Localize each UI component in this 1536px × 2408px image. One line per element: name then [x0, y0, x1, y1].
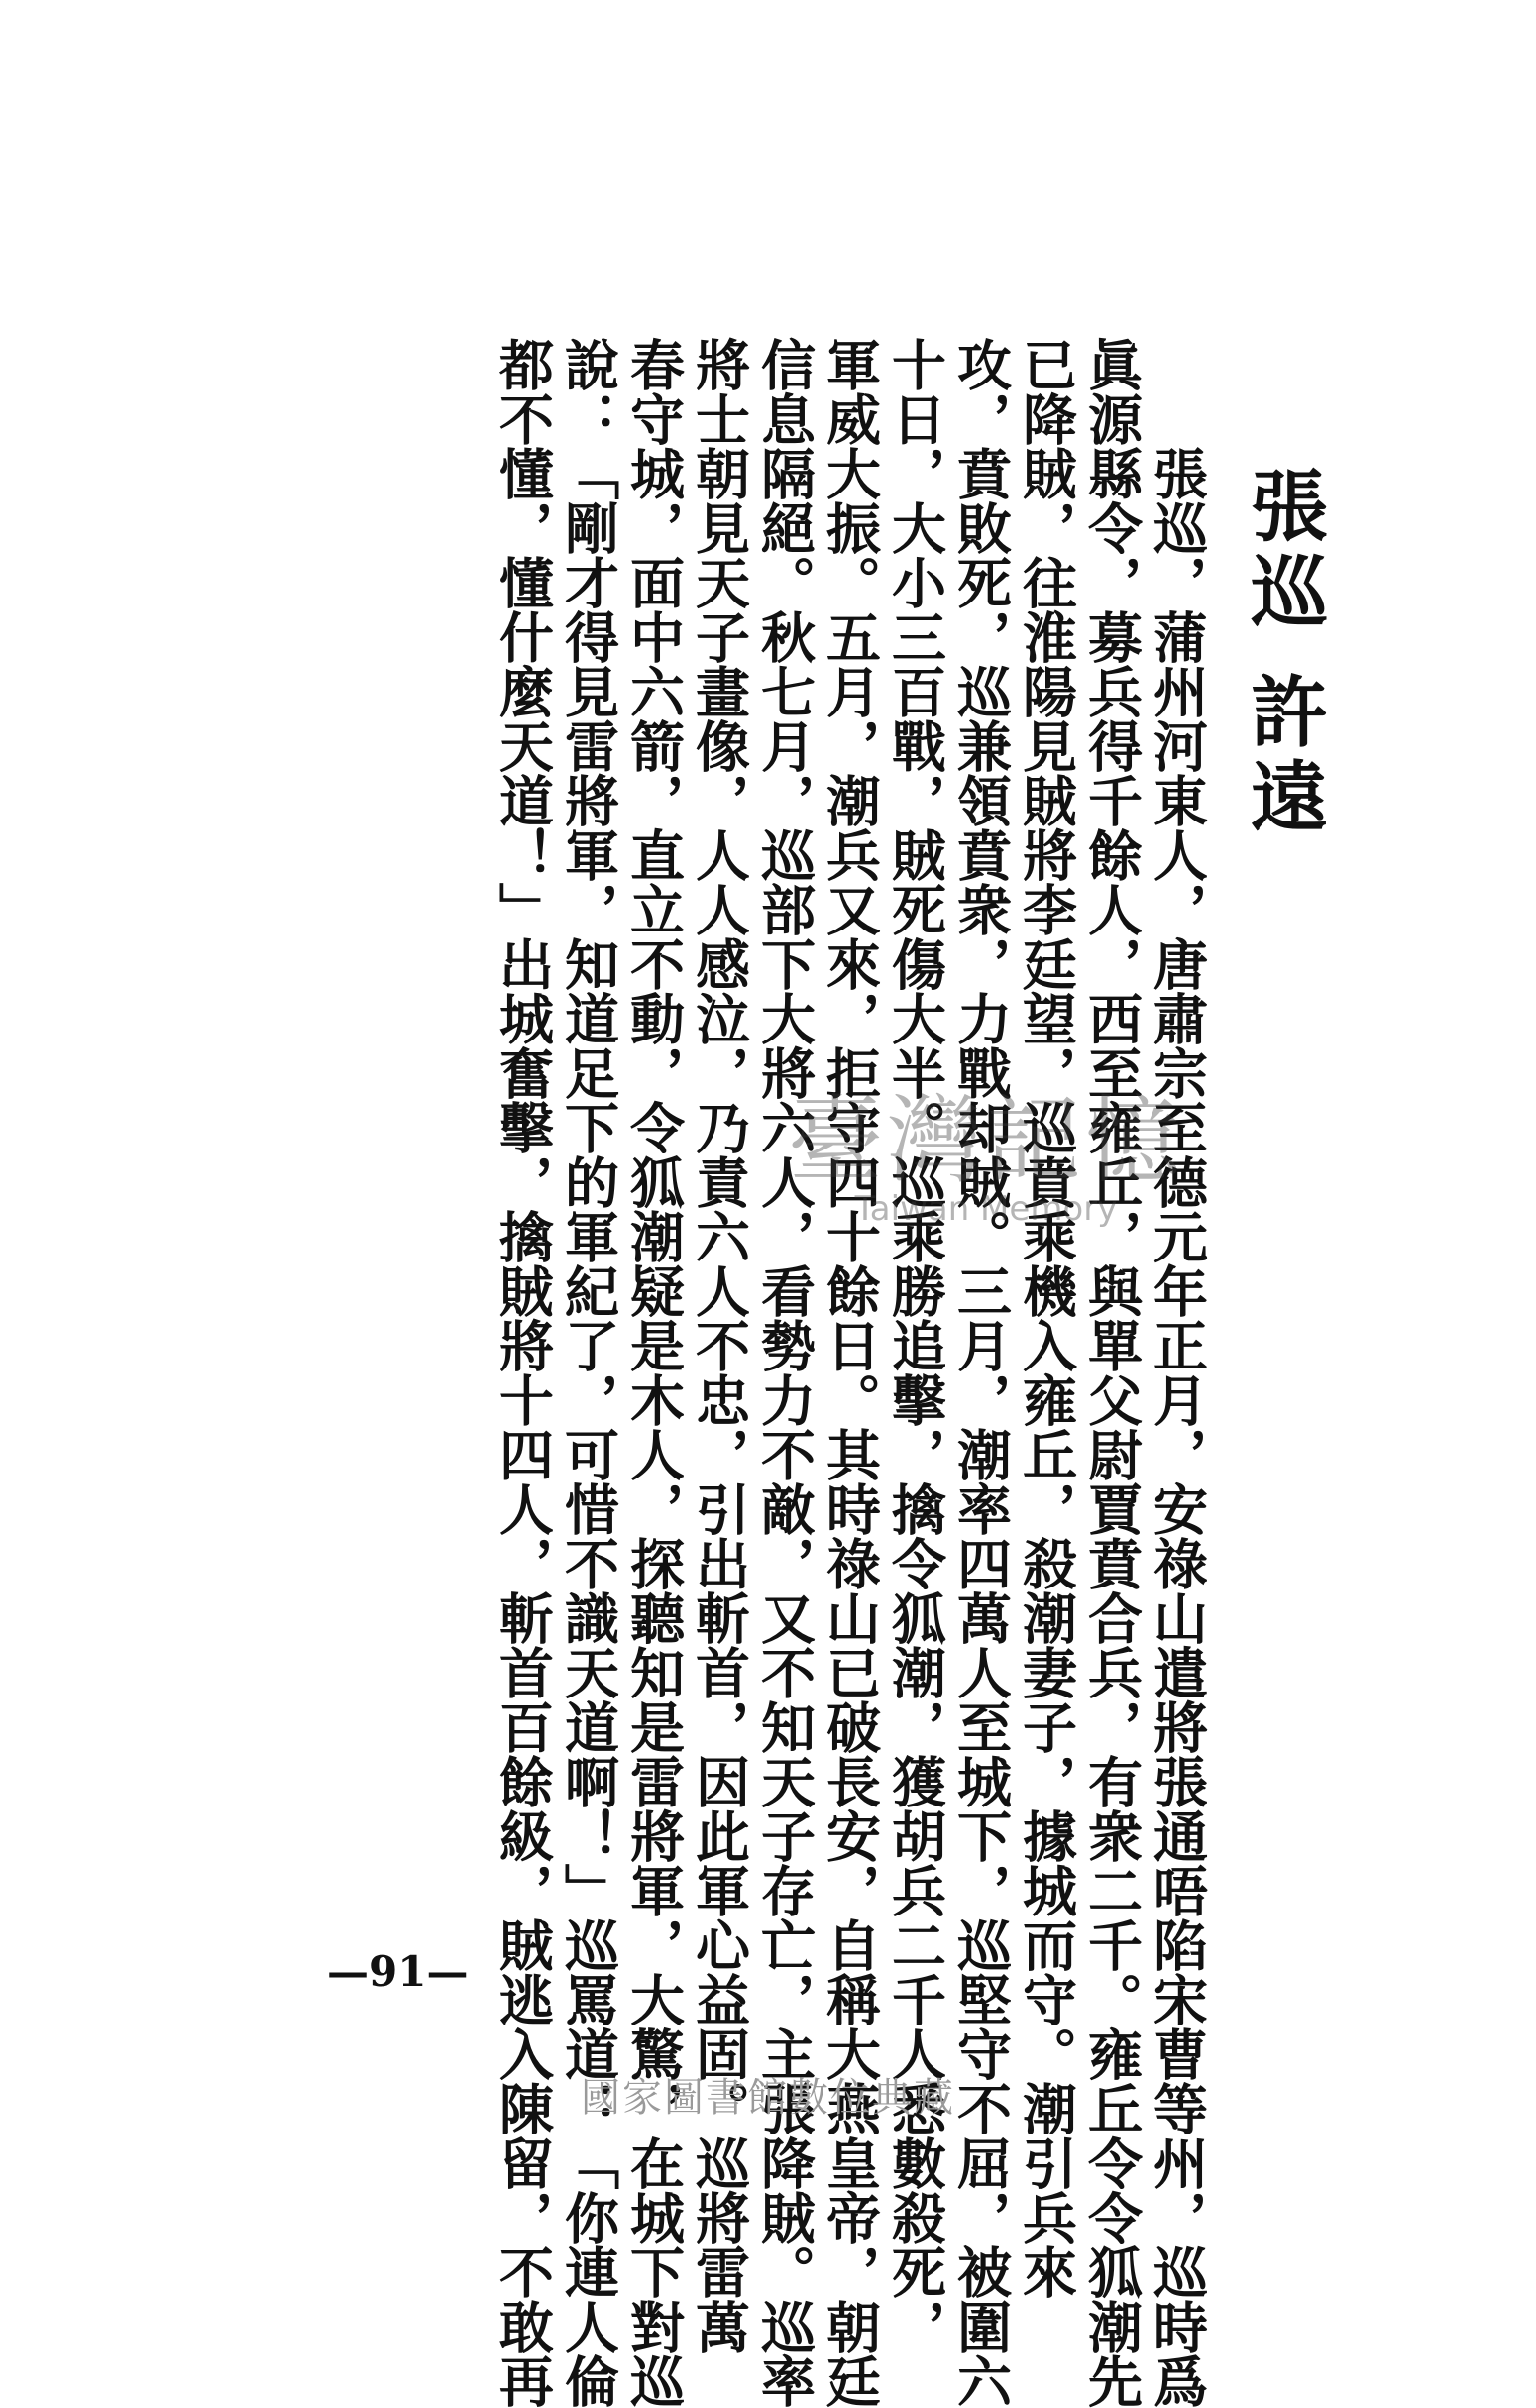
text-line: 眞源縣令，募兵得千餘人，西至雍丘，與單父尉賈賁合兵，有衆二千。雍丘令令狐潮先 [1079, 337, 1144, 2408]
text-line: 信息隔絕。秋七月，巡部下大將六人，看勢力不敵，又不知天子存亡，主張降賊。巡率 [752, 337, 817, 2408]
text-line: 攻，賁敗死，巡兼領賁衆，力戰却賊。三月，潮率四萬人至城下，巡堅守不屈，被圍六 [948, 337, 1013, 2408]
text-line: 已降賊，往淮陽見賊將李廷望，巡賁乘機入雍丘，殺潮妻子，據城而守。潮引兵來 [1014, 337, 1078, 2299]
text-line: 軍威大振。五月，潮兵又來，拒守四十餘日。其時祿山已破長安，自稱大燕皇帝，朝廷 [818, 337, 882, 2408]
page-title: 張巡 許遠 [1238, 466, 1328, 842]
text-line: 春守城，面中六箭，直立不動，令狐潮疑是木人，探聽知是雷將軍，大驚，在城下對巡 [621, 337, 686, 2408]
watermark-sub: Taiwan Memory [854, 1189, 1118, 1229]
page-number: —91— [327, 1947, 469, 1996]
text-line: 說：「剛才得見雷將軍，知道足下的軍紀了，可惜不識天道啊！」巡罵道：「你連人倫 [556, 337, 620, 2408]
text-line: 十日，大小三百戰，賊死傷大半。巡乘勝追擊，擒令狐潮，獲胡兵二千人悉數殺死， [883, 337, 947, 2353]
text-line: 將士朝見天子畫像，人人感泣，乃責六人不忠，引出斬首，因此軍心益固。巡將雷萬 [687, 337, 751, 2353]
text-line: 都不懂，懂什麼天道！」出城奮擊，擒賊將十四人，斬首百餘級，賊逃入陳留，不敢再 [491, 337, 555, 2408]
text-line: 張巡，蒲州河東人，唐肅宗至德元年正月，安祿山遣將張通唔陷宋曹等州，巡時爲 [1145, 446, 1209, 2408]
watermark-main: 臺灣記憶 [788, 1085, 1184, 1196]
footer-credit: 國家圖書館數位典藏 [581, 2075, 955, 2121]
